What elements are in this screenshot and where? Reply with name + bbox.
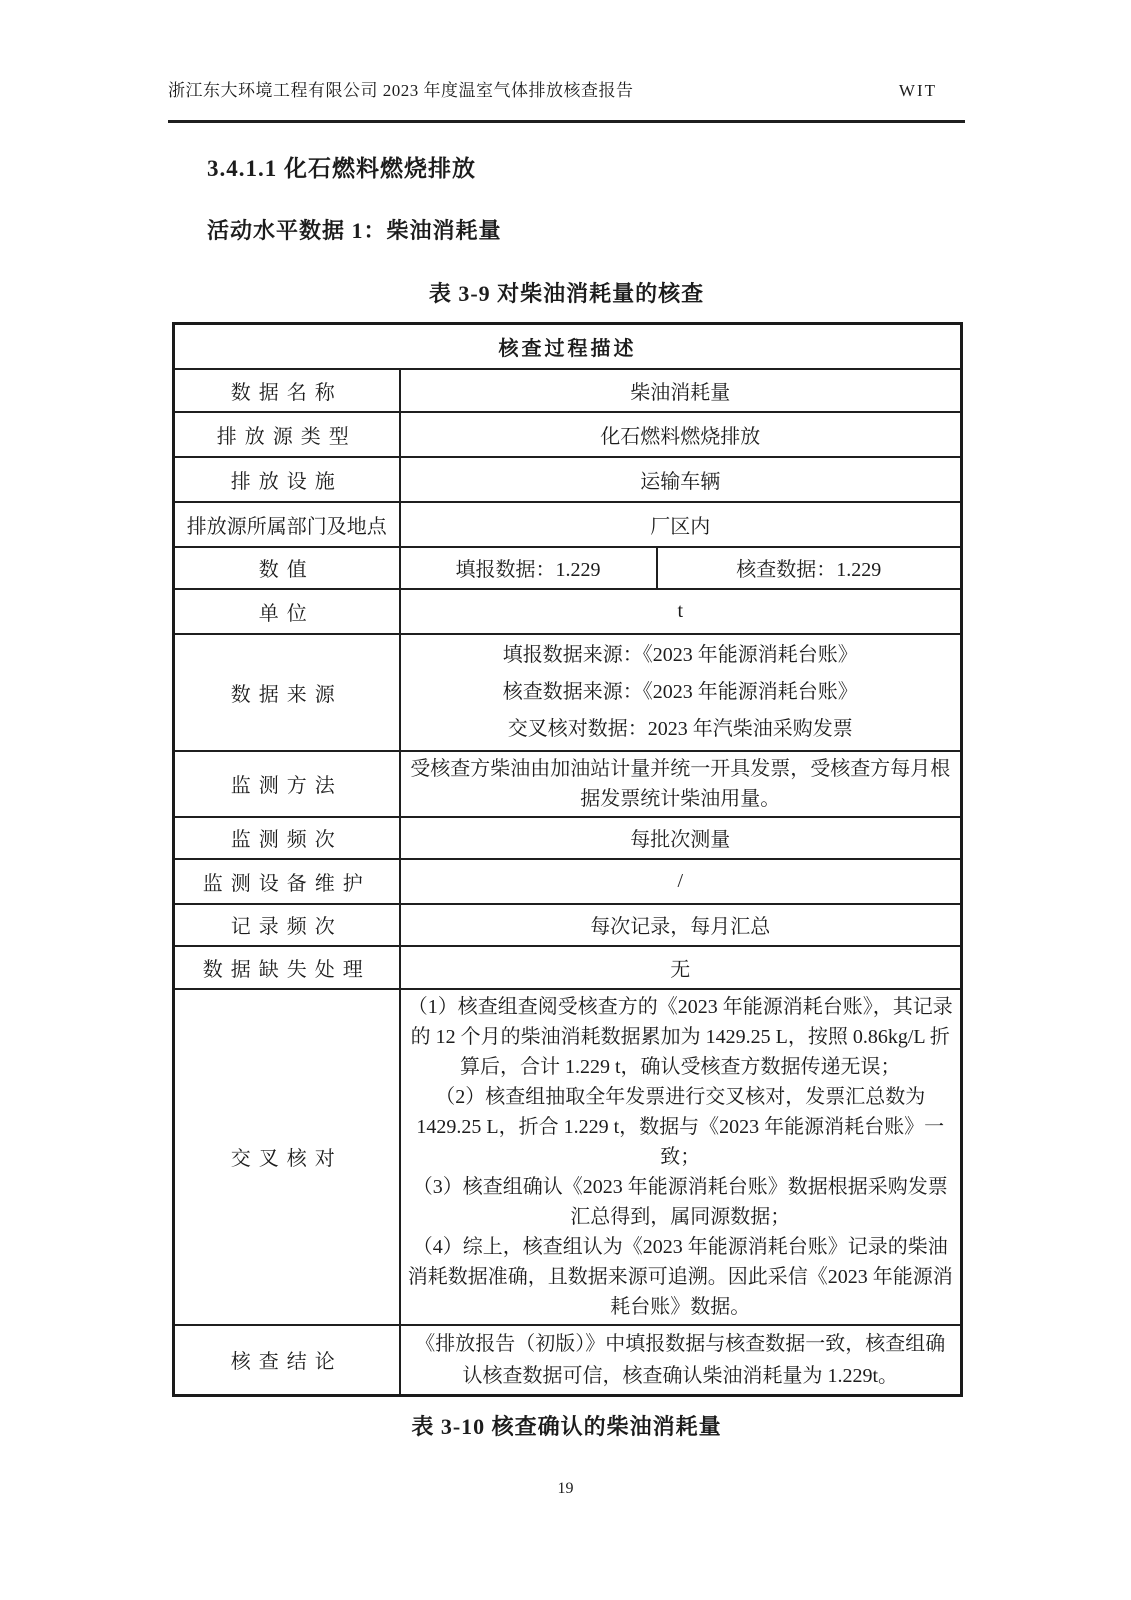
row-label: 核查结论 — [174, 1325, 400, 1396]
row-label: 记录频次 — [174, 904, 400, 946]
row-label: 监测方法 — [174, 751, 400, 817]
row-label: 数据来源 — [174, 634, 400, 751]
table-row — [174, 589, 962, 634]
page-header — [168, 80, 965, 123]
cross-check-cell — [400, 989, 962, 1325]
row-label: 监测频次 — [174, 817, 400, 859]
row-value: t — [400, 589, 962, 634]
row-value: 无 — [400, 946, 962, 989]
table-3-10-title: 表 3-10 核查确认的柴油消耗量 — [411, 1414, 722, 1439]
data-source-line: 填报数据来源：《2023 年能源消耗台账》 — [502, 643, 858, 666]
row-value: 厂区内 — [400, 502, 962, 547]
table-3-9-title: 表 3-9 对柴油消耗量的核查 — [428, 281, 705, 306]
table-row — [174, 904, 962, 946]
activity-data-heading: 活动水平数据 1：柴油消耗量 — [207, 218, 502, 243]
row-label: 排放设施 — [174, 457, 400, 502]
table-header-cell: 核查过程描述 — [174, 324, 962, 369]
table-row — [174, 412, 962, 457]
table-row — [174, 989, 962, 1325]
row-label: 数值 — [174, 547, 400, 589]
row-label: 交叉核对 — [174, 989, 400, 1325]
table-row — [174, 751, 962, 817]
monitoring-method-cell: 受核查方柴油由加油站计量并统一开具发票，受核查方每月根据发票统计柴油用量。 — [400, 751, 962, 817]
row-value: 柴油消耗量 — [400, 369, 962, 412]
cross-check-paragraph: （1）核查组查阅受核查方的《2023 年能源消耗台账》，其记录的 12 个月的柴油消耗数据累加为 1429.25 L，按照 0.86kg/L 折算后，合计 1.229 t，确认受核查方数据传递无误； — [407, 995, 953, 1078]
table-row — [174, 634, 962, 751]
section-heading: 3.4.1.1 化石燃料燃烧排放 — [207, 156, 476, 181]
cross-check-paragraph: （2）核查组抽取全年发票进行交叉核对，发票汇总数为 1429.25 L，折合 1.229 t，数据与《2023 年能源消耗台账》一致； — [416, 1085, 945, 1168]
row-value: / — [400, 859, 962, 904]
data-source-line: 交叉核对数据：2023 年汽柴油采购发票 — [507, 717, 853, 740]
table-row — [174, 369, 962, 412]
table-row — [174, 457, 962, 502]
row-label: 排放源所属部门及地点 — [174, 502, 400, 547]
report-title: 浙江东大环境工程有限公司 2023 年度温室气体排放核查报告 — [168, 81, 634, 100]
row-value: 每次记录，每月汇总 — [400, 904, 962, 946]
header-logo-text: WIT — [898, 81, 937, 100]
row-label: 数据名称 — [174, 369, 400, 412]
row-value: 每批次测量 — [400, 817, 962, 859]
row-label: 数据缺失处理 — [174, 946, 400, 989]
row-label: 监测设备维护 — [174, 859, 400, 904]
table-row — [174, 547, 962, 589]
page-number: 19 — [557, 1480, 574, 1497]
table-row — [174, 946, 962, 989]
cross-check-paragraph: （4）综上，核查组认为《2023 年能源消耗台账》记录的柴油消耗数据准确，且数据来源可追溯。因此采信《2023 年能源消耗台账》数据。 — [407, 1235, 953, 1318]
table-row — [174, 817, 962, 859]
cross-check-paragraph: （3）核查组确认《2023 年能源消耗台账》数据根据采购发票汇总得到，属同源数据； — [412, 1175, 948, 1228]
verification-table — [172, 322, 963, 1397]
reported-value-cell: 填报数据：1.229 — [400, 547, 657, 589]
row-label: 单位 — [174, 589, 400, 634]
table-row — [174, 859, 962, 904]
row-value: 运输车辆 — [400, 457, 962, 502]
data-source-line: 核查数据来源：《2023 年能源消耗台账》 — [502, 680, 858, 703]
table-row — [174, 1325, 962, 1396]
row-label: 排放源类型 — [174, 412, 400, 457]
verified-value-cell: 核查数据：1.229 — [657, 547, 962, 589]
table-row — [174, 502, 962, 547]
data-source-cell — [400, 634, 962, 751]
row-value: 化石燃料燃烧排放 — [400, 412, 962, 457]
conclusion-cell: 《排放报告（初版）》中填报数据与核查数据一致，核查组确认核查数据可信，核查确认柴油消耗量为 1.229t。 — [400, 1325, 962, 1396]
table-row — [174, 324, 962, 369]
